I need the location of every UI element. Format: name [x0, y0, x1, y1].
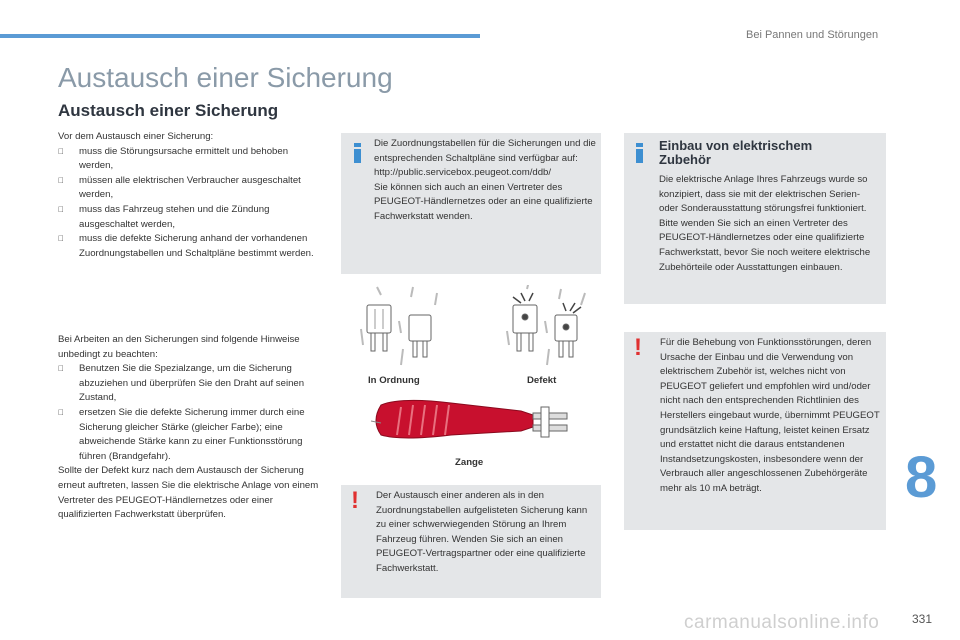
list-item: ersetzen Sie die defekte Sicherung immer durch eine Sicherung gleicher Stärke (gleicher Farbe); eine abweichende Stärke kann zu einer Funktionsstörung führen (Brandgefahr). — [58, 406, 320, 464]
fuse-puller-tool-icon — [371, 400, 567, 438]
info-box-accessories — [624, 133, 886, 304]
watermark: carmanualsonline.info — [684, 612, 880, 633]
tool-label: Zange — [455, 457, 484, 468]
warning-box-replacement — [341, 485, 601, 598]
warning-box-liability — [624, 332, 886, 530]
before-intro: Vor dem Austausch einer Sicherung: — [58, 131, 214, 142]
fuse-defect-label: Defekt — [527, 375, 557, 386]
fuse-ok-icon — [367, 305, 431, 357]
working-section — [58, 333, 320, 523]
info-box-accessories-title: Einbau von elektrischem Zubehör — [659, 138, 813, 167]
working-list — [58, 362, 320, 464]
bullet-icon — [58, 203, 79, 218]
bullet-icon — [58, 406, 79, 421]
working-outro: Sollte der Defekt kurz nach dem Austausch der Sicherung erneut auftreten, lassen Sie die elektrische Anlage von einem Vertreter des PEUGEOT-Händlernetzes oder einer qualifizierten Fachwerkstatt überprüfen. — [58, 465, 319, 521]
page-number: 331 — [912, 612, 933, 626]
working-intro: Bei Arbeiten an den Sicherungen sind folgende Hinweise unbedingt zu beachten: — [58, 334, 300, 360]
bullet-icon — [58, 174, 79, 189]
info-box-accessories-text: Die elektrische Anlage Ihres Fahrzeugs wurde so konzipiert, dass sie mit der elektrischen Serien- oder Sonderausstattung störungsfrei funktioniert. Bitte wenden Sie sich an einen Vertreter des PEUGEOT-Händlernetzes oder eine qualifizierte Fachwerkstatt, bevor Sie noch weitere elektrische Zubehörteile oder Ausstattungen einbauen. — [659, 174, 871, 273]
list-item: müssen alle elektrischen Verbraucher ausgeschaltet werden, — [58, 174, 320, 203]
bullet-icon — [58, 145, 79, 160]
before-section — [58, 130, 320, 261]
fuse-ok-label: In Ordnung — [368, 375, 420, 386]
warning-icon: ! — [634, 334, 642, 361]
info-icon — [354, 143, 361, 163]
info-icon — [636, 143, 643, 163]
list-item: muss das Fahrzeug stehen und die Zündung ausgeschaltet werden, — [58, 203, 320, 232]
fuse-defect-icon — [513, 305, 577, 357]
warning-box-liability-text: Für die Behebung von Funktionsstörungen, deren Ursache der Einbau und die Verwendung von elektrischem Zubehör ist, welches nicht von PEUGEOT geliefert und empfohlen wird und/oder nicht nach den entsprechenden Richtlinien des Herstellers eingebaut wurde, übernimmt PEUGEOT grundsätzlich keine Haftung, leistet keinen Ersatz und erstattet nicht die daraus entstandenen Instandsetzungskosten, insbesondere wenn der Verbrauch aller angeschlossenen Zubehörgeräte mehr als 10 mA beträgt. — [660, 337, 880, 494]
section-header: Bei Pannen und Störungen — [746, 29, 879, 41]
warning-box-replacement-text: Der Austausch einer anderen als in den Zuordnungstabellen aufgelisteten Sicherung kann zu einer schwerwiegenden Störung an Ihrem Fahrzeug führen. Wenden Sie sich an einen PEUGEOT-Vertragspartner oder eine qualifizierte Fachwerkstatt. — [376, 490, 588, 574]
list-item: muss die Störungsursache ermittelt und behoben werden, — [58, 145, 320, 174]
warning-icon: ! — [351, 487, 359, 514]
section-subtitle: Austausch einer Sicherung — [58, 101, 279, 120]
list-item: muss die defekte Sicherung anhand der vorhandenen Zuordnungstabellen und Schaltpläne bestimmt werden. — [58, 232, 320, 261]
bullet-icon — [58, 232, 79, 247]
info-box-links-text: Die Zuordnungstabellen für die Sicherungen und die entsprechenden Schaltpläne sind verfügbar auf: http://public.servicebox.peugeot.com/ddb/ Sie können sich auch an einen Vertreter des PEUGEOT-Händlernetzes oder an eine qualifizierte Fachwerkstatt wenden. — [374, 138, 596, 222]
page-title: Austausch einer Sicherung — [58, 62, 393, 93]
top-accent-bar — [0, 34, 480, 38]
info-box-links — [341, 133, 601, 274]
chapter-number: 8 — [905, 445, 938, 510]
list-item: Benutzen Sie die Spezialzange, um die Sicherung abzuziehen und überprüfen Sie den Draht auf seinen Zustand, — [58, 362, 320, 406]
before-list — [58, 145, 320, 262]
bullet-icon — [58, 362, 79, 377]
